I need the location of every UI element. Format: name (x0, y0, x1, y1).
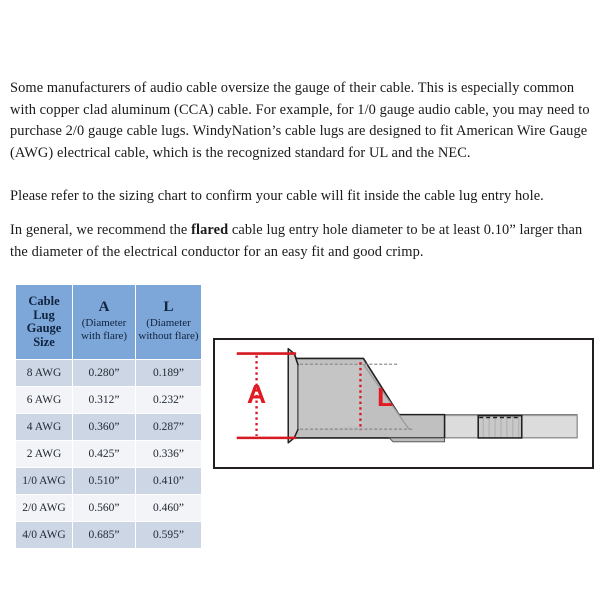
cell-diameter-a: 0.312” (73, 387, 136, 414)
paragraph-sizing-chart-note: Please refer to the sizing chart to confirm your cable will fit inside the cable lug entry hole. (10, 188, 544, 204)
cell-diameter-a: 0.280” (73, 360, 136, 387)
dimension-l-label: L (377, 382, 394, 412)
table-header-row (16, 285, 202, 360)
cell-diameter-l: 0.287” (136, 414, 202, 441)
lug-bore-shading (298, 363, 363, 429)
cell-diameter-l: 0.232” (136, 387, 202, 414)
cell-diameter-l: 0.460” (136, 495, 202, 522)
cell-diameter-l: 0.189” (136, 360, 202, 387)
cable-lug-diagram (215, 340, 592, 467)
column-header-l (136, 285, 202, 360)
column-header-gauge-size-label: Cable Lug Gauge Size (26, 294, 62, 349)
cell-gauge-size: 2 AWG (16, 441, 73, 468)
cell-gauge-size: 6 AWG (16, 387, 73, 414)
dimension-a-label: A (246, 379, 267, 409)
cable-lug-sizing-table (15, 284, 202, 549)
lug-underside-shelf (389, 438, 444, 442)
table-row (16, 522, 202, 549)
paragraph-3-bold-term: flared (191, 222, 229, 238)
column-header-l-letter: L (163, 299, 174, 316)
cell-diameter-a: 0.425” (73, 441, 136, 468)
cell-gauge-size: 4 AWG (16, 414, 73, 441)
lug-flared-mouth (288, 349, 298, 443)
cell-diameter-a: 0.510” (73, 468, 136, 495)
cell-diameter-l: 0.595” (136, 522, 202, 549)
paragraph-intro: Some manufacturers of audio cable oversize the gauge of their cable. This is especially common with copper clad aluminum (CCA) cable. For example, for 1/0 gauge audio cable, you may need to purchase 2/0 gauge cable lugs. WindyNation’s cable lugs are designed to fit American Wire Gauge (AWG) electrical cable, which is the recognized standard for UL and the NEC. (10, 80, 590, 161)
paragraph-3-text-before-bold: In general, we recommend the (10, 222, 192, 238)
cable-lug-diagram-panel (213, 338, 594, 469)
cell-diameter-a: 0.560” (73, 495, 136, 522)
column-header-a (73, 285, 136, 360)
column-header-a-letter: A (98, 299, 110, 316)
cell-gauge-size: 1/0 AWG (16, 468, 73, 495)
lug-crimp-pad (478, 416, 522, 438)
table-body (16, 360, 202, 549)
cell-diameter-l: 0.336” (136, 441, 202, 468)
column-header-l-description: (Diameter without flare) (138, 316, 199, 342)
cell-diameter-l: 0.410” (136, 468, 202, 495)
column-header-gauge-size (16, 285, 73, 360)
table-row (16, 495, 202, 522)
table-row (16, 387, 202, 414)
paragraph-flared-recommendation (10, 220, 590, 263)
cell-diameter-a: 0.360” (73, 414, 136, 441)
cell-diameter-a: 0.685” (73, 522, 136, 549)
column-header-a-description: (Diameter with flare) (80, 316, 128, 342)
paragraph-3-text-after-bold: cable lug entry hole diameter to be at least 0.10” larger than the diameter of the electrical conductor for an easy fit and good crimp. (10, 222, 583, 260)
table-row (16, 360, 202, 387)
cell-gauge-size: 4/0 AWG (16, 522, 73, 549)
table-row (16, 441, 202, 468)
table-row (16, 414, 202, 441)
table-header (16, 285, 202, 360)
cell-gauge-size: 8 AWG (16, 360, 73, 387)
table-row (16, 468, 202, 495)
cell-gauge-size: 2/0 AWG (16, 495, 73, 522)
